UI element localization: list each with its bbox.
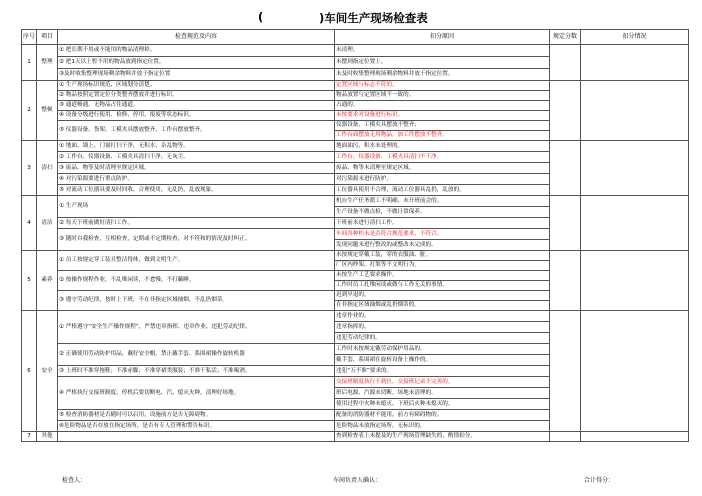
header-reason: 扣分原因 (335, 30, 550, 45)
reason-cell: 危险物品未放指定场所，无标识的。 (335, 421, 550, 432)
section-no: 3 (22, 141, 37, 196)
reason-cell: 违章指挥的。 (335, 322, 550, 333)
reason-cell: 未按生产工艺要求操作。 (335, 271, 550, 281)
header-item: 项目 (37, 30, 58, 45)
footer-inspector: 检查人： (62, 477, 87, 484)
spec-cell: ③ 上班时不准穿拖鞋；不准赤脚；不准穿裙类服装；不准干私活；不准喝酒。 (58, 366, 335, 377)
table-row (22, 311, 689, 322)
section-name: 整顿 (37, 81, 58, 141)
spec-cell: ② 正确使用劳动防护用品，戴好安全帽，禁止戴手套、系围裙操作旋转机器 (58, 344, 335, 366)
spec-cell: ① 地面、墙上、门窗打扫干净，无积水、杂乱物等。 (58, 141, 335, 152)
deduction-cell[interactable] (581, 311, 689, 432)
score-cell[interactable] (550, 141, 581, 196)
reason-cell: 交接班制度执行不到位，交接班记录不完善的。 (335, 377, 550, 388)
spec-cell: ③ 随时自我检查，互相检查，定期或不定期检查，对不符和的情况及时纠正。 (58, 229, 335, 251)
section-name: 素养 (37, 251, 58, 311)
reason-cell: 对污染源未进行防护。 (335, 174, 550, 185)
reason-cell: 占通的。 (335, 101, 550, 111)
reason-cell: 工作台面摆放无用物品，加工件摆放不整齐。 (335, 131, 550, 141)
section-name: 清洁 (37, 196, 58, 251)
spec-cell: ③ 遵守劳动纪律，按时上下班，不在非指定区域抽烟，不乱扔烟蒂。 (58, 291, 335, 311)
deduction-cell[interactable] (581, 251, 689, 311)
header-no: 序号 (22, 30, 37, 45)
section-no: 2 (22, 81, 37, 141)
reason-cell: 违犯劳动纪律的。 (335, 333, 550, 344)
table-row (22, 196, 689, 207)
spec-cell: ③ 废品、物等及时清理至规定区域。 (58, 163, 335, 174)
table-header (22, 30, 689, 45)
header-status: 扣分情况 (581, 30, 689, 45)
header-score: 规定分数 (550, 30, 581, 45)
reason-cell: 工作时员工扎堆闲谈或做与工作无关的事情。 (335, 281, 550, 291)
section-no: 6 (22, 311, 37, 432)
section-name: 整理 (37, 45, 58, 81)
reason-cell: 未按规定穿戴工装，穿的衣服油、脏。 (335, 251, 550, 261)
score-cell[interactable] (550, 251, 581, 311)
reason-cell: 工作台、仪器设备、工模夹具清扫不干净。 (335, 152, 550, 163)
score-cell[interactable] (550, 311, 581, 432)
section-no: 5 (22, 251, 37, 311)
spec-cell: ④ 对污染源要进行重点防护。 (58, 174, 335, 185)
reason-cell: 未摆到指定位置上。 (335, 57, 550, 69)
score-cell[interactable] (550, 432, 581, 442)
score-cell[interactable] (550, 196, 581, 251)
reason-cell: 工位器具使用不合理，流动工位器具乱扔，乱放的。 (335, 185, 550, 196)
reason-cell: 使用过程中火种未熄灭，下班后火种未熄灭的。 (335, 399, 550, 410)
section-name: 清扫 (37, 141, 58, 196)
reason-cell: 仪器设备、工模夹具摆放不整齐； (335, 121, 550, 131)
reason-cell: 未清理。 (335, 45, 550, 57)
spec-cell: ⑤ 检查消防器材是否随时可以启用，设施前方是否无障碍物。 (58, 410, 335, 421)
reason-cell: 物品放置与定置区域不一致的。 (335, 91, 550, 101)
section-no: 1 (22, 45, 37, 81)
reason-cell: 迟到早退的。 (335, 291, 550, 301)
reason-cell: 车间各种柜未是否符合规范要求，不符合。 (335, 229, 550, 240)
reason-cell: 违犯“五不准”要求的。 (335, 366, 550, 377)
title-left: ( (258, 10, 264, 24)
reason-cell: 查到检查表上未提及的生产现场管理缺失的，酌情扣分。 (335, 432, 550, 442)
reason-cell: 地面油污、积水未处理的。 (335, 141, 550, 152)
reason-cell: 厂区内吵架、打架等不文明行为。 (335, 261, 550, 271)
spec-cell: ③及时收集整理现场剩余物料并放于指定位置 (58, 69, 335, 81)
reason-cell: 工作时未按规定戴劳动保护用品的。 (335, 344, 550, 355)
reason-cell: 戴手套、系围裙在旋转设备上操作的。 (335, 355, 550, 366)
section-no: 4 (22, 196, 37, 251)
spec-cell: ④ 设备分级进行使用、检修、停用、报废等状态标识。 (58, 111, 335, 121)
header-spec: 检查规范及内容 (58, 30, 335, 45)
footer-total: 合计得分： (584, 477, 615, 484)
reason-cell: 班后电源、汽源未切断，场地未清理的。 (335, 388, 550, 399)
table-row (22, 432, 689, 442)
spec-cell: ② 工作台、仪器设备、工模夹具清扫干净，无灰尘。 (58, 152, 335, 163)
spec-cell: ⑥危险物品是否存放在指定场所，是否有专人管理和警告标识。 (58, 421, 335, 432)
spec-cell: ① 生产现场标识规范，区域划分清楚。 (58, 81, 335, 91)
reason-cell: 废品、物等未清理至规定区域。 (335, 163, 550, 174)
spec-cell: ② 按操作规程作业，不乱堆闲谈，不怠慢、不打瞌睡。 (58, 271, 335, 291)
spec-cell: ① 严格遵守“安全生产操作规程”，严禁违章指挥、违章作业、违犯劳动纪律。 (58, 311, 335, 344)
reason-cell: 在非指定区域抽烟或乱扔烟蒂的。 (335, 301, 550, 311)
reason-cell: 定置区域与标志不符的。 (335, 81, 550, 91)
deduction-cell[interactable] (581, 141, 689, 196)
spec-cell: ① 员工按规定穿工装且整洁得体，做到文明生产。 (58, 251, 335, 271)
reason-cell: 配备的消防器材不能用，前方有障碍物的。 (335, 410, 550, 421)
spec-cell: ⑤ 仪器设备、货架、工模夹具摆放整齐，工作台摆放整齐。 (58, 121, 335, 141)
section-name: 其他 (37, 432, 58, 442)
section-name: 安全 (37, 311, 58, 432)
spec-cell: ② 每天下班前做好清扫工作。 (58, 218, 335, 229)
spec-cell: ① 把长期不用或不能用的物品清理掉。 (58, 45, 335, 57)
reason-cell: 机台生产任务派工不明确，未开班前会的。 (335, 196, 550, 207)
spec-cell: ⑤ 对流动工位器具要及时回收、合理使用，无乱扔，乱放现象。 (58, 185, 335, 196)
spec-cell: ② 物品按照定置定位分类整齐摆放并进行标识。 (58, 91, 335, 101)
title-right: )车间生产现场检查表 (319, 11, 428, 25)
spec-cell (58, 432, 335, 442)
table-row (22, 141, 689, 152)
reason-cell: 未及时收集整理现场剩余物料并放于指定位置。 (335, 69, 550, 81)
score-cell[interactable] (550, 81, 581, 141)
section-no: 7 (22, 432, 37, 442)
reason-cell: 生产设备不做点检，不做日常保养。 (335, 207, 550, 218)
table-row (22, 45, 689, 57)
reason-cell: 未按要求对设备进行标识。 (335, 111, 550, 121)
inspection-table (21, 29, 689, 442)
deduction-cell[interactable] (581, 432, 689, 442)
spec-cell: ③ 通道畅通，无物品占住通道。 (58, 101, 335, 111)
spec-cell: ② 把1天以上暂不用的物品放到指定位置。 (58, 57, 335, 69)
reason-cell: 发现问题未进行整改的或整改未完成的。 (335, 240, 550, 251)
spec-cell: ① 生产现场 (58, 196, 335, 218)
reason-cell: 下班前未进行清扫工作。 (335, 218, 550, 229)
spec-cell: ④ 严格执行交接班制度，停机后要切断电、汽、熄灭火种，清理好场地。 (58, 377, 335, 410)
footer-owner: 车间负责人确认： (333, 477, 382, 484)
table-row (22, 81, 689, 91)
reason-cell: 违章作业的。 (335, 311, 550, 322)
score-cell[interactable] (550, 45, 581, 81)
deduction-cell[interactable] (581, 196, 689, 251)
page-title (0, 10, 702, 26)
table-row (22, 251, 689, 261)
deduction-cell[interactable] (581, 45, 689, 81)
deduction-cell[interactable] (581, 81, 689, 141)
